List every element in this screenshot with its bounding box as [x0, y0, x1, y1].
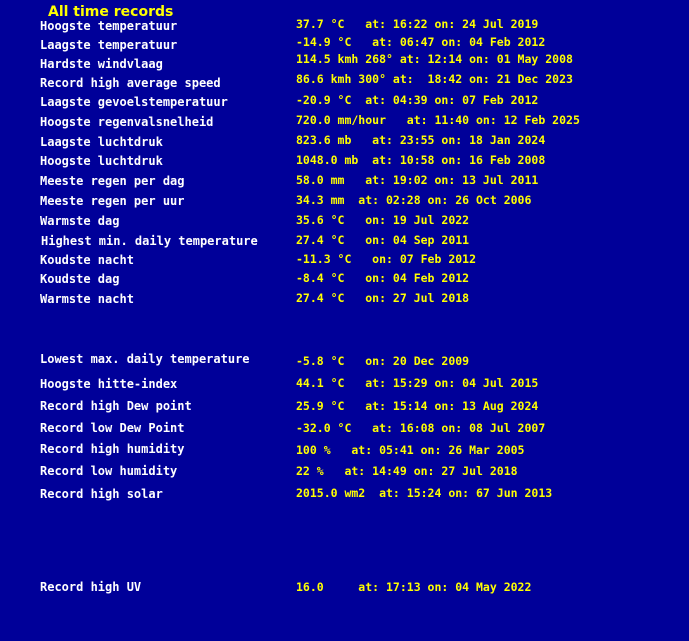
record-value: -11.3 °C on: 07 Feb 2012: [296, 252, 477, 266]
record-label: Hoogste temperatuur: [40, 19, 178, 33]
record-label: Laagste temperatuur: [40, 38, 178, 52]
record-label: Highest min. daily temperature: [41, 234, 258, 248]
record-label: Hoogste luchtdruk: [40, 154, 163, 168]
record-label: Record low Dew Point: [40, 421, 185, 435]
record-value: 44.1 °C at: 15:29 on: 04 Jul 2015: [296, 376, 539, 390]
record-value: 22 % at: 14:49 on: 27 Jul 2018: [296, 464, 518, 478]
record-label: Hardste windvlaag: [40, 57, 163, 71]
record-label: Koudste nacht: [40, 253, 134, 267]
record-value: 86.6 kmh 300° at: 18:42 on: 21 Dec 2023: [296, 72, 573, 86]
record-label: Laagste gevoelstemperatuur: [40, 95, 228, 109]
record-label: Record high Dew point: [40, 399, 192, 413]
record-value: -20.9 °C at: 04:39 on: 07 Feb 2012: [296, 93, 539, 107]
record-label: Record high UV: [40, 580, 142, 594]
record-value: 34.3 mm at: 02:28 on: 26 Oct 2006: [296, 193, 532, 207]
record-value: 1048.0 mb at: 10:58 on: 16 Feb 2008: [296, 153, 546, 167]
record-value: 25.9 °C at: 15:14 on: 13 Aug 2024: [296, 399, 539, 413]
record-label: Record low humidity: [40, 464, 178, 478]
record-label: Warmste dag: [40, 214, 120, 228]
record-value: 100 % at: 05:41 on: 26 Mar 2005: [296, 443, 525, 457]
record-value: 16.0 at: 17:13 on: 04 May 2022: [296, 580, 532, 594]
record-value: 2015.0 wm2 at: 15:24 on: 67 Jun 2013: [296, 486, 553, 500]
record-value: -8.4 °C on: 04 Feb 2012: [296, 271, 470, 285]
record-value: -32.0 °C at: 16:08 on: 08 Jul 2007: [296, 421, 546, 435]
record-label: Record high solar: [40, 487, 163, 501]
record-value: 58.0 mm at: 19:02 on: 13 Jul 2011: [296, 173, 539, 187]
page-title: All time records: [48, 4, 174, 20]
record-value: -14.9 °C at: 06:47 on: 04 Feb 2012: [296, 35, 546, 49]
record-value: 720.0 mm/hour at: 11:40 on: 12 Feb 2025: [296, 113, 580, 127]
record-value: 114.5 kmh 268° at: 12:14 on: 01 May 2008: [296, 52, 573, 66]
record-value: 35.6 °C on: 19 Jul 2022: [296, 213, 470, 227]
record-label: Hoogste hitte-index: [40, 377, 178, 391]
record-label: Record high humidity: [40, 442, 185, 456]
record-label: Lowest max. daily temperature: [40, 352, 250, 366]
record-value: 27.4 °C on: 27 Jul 2018: [296, 291, 470, 305]
record-label: Record high average speed: [40, 76, 221, 90]
record-value: 823.6 mb at: 23:55 on: 18 Jan 2024: [296, 133, 546, 147]
record-label: Hoogste regenvalsnelheid: [40, 115, 214, 129]
record-value: -5.8 °C on: 20 Dec 2009: [296, 354, 470, 368]
record-label: Meeste regen per uur: [40, 194, 185, 208]
record-label: Laagste luchtdruk: [40, 135, 163, 149]
record-label: Warmste nacht: [40, 292, 134, 306]
record-label: Koudste dag: [40, 272, 120, 286]
record-value: 27.4 °C on: 04 Sep 2011: [296, 233, 470, 247]
record-value: 37.7 °C at: 16:22 on: 24 Jul 2019: [296, 17, 539, 31]
record-label: Meeste regen per dag: [40, 174, 185, 188]
